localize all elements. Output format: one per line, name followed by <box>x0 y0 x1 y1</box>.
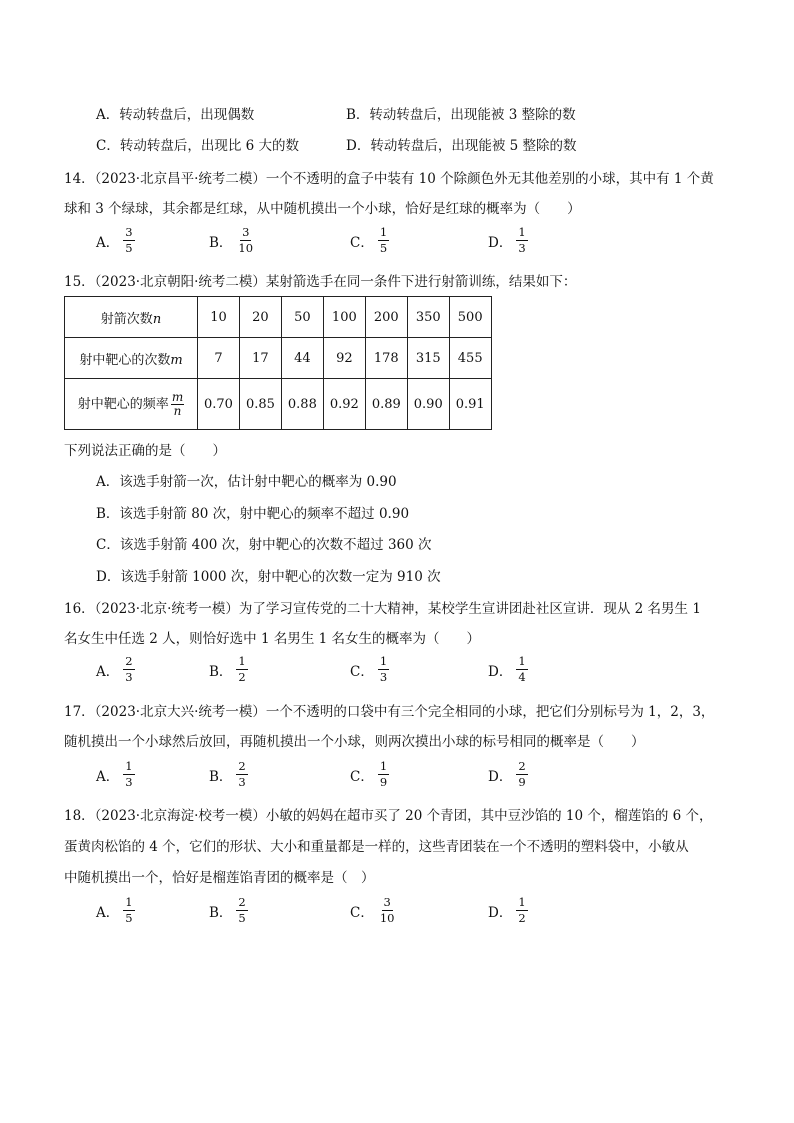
q18-stem-line1: 18．（2023·北京海淀·校考一模）小敏的妈妈在超市买了 20 个青团，其中豆沙馅的 10 个，榴莲馅的 6 个， <box>64 808 713 824</box>
table-cell: 200 <box>365 297 407 338</box>
table-cell: 0.90 <box>407 379 449 430</box>
table-cell: 315 <box>407 338 449 379</box>
q17-stem-line2: 随机摸出一个小球然后放回，再随机摸出一个小球，则两次摸出小球的标号相同的概率是（ ） <box>64 734 645 750</box>
q14-options <box>96 226 734 255</box>
q18-option-b: B． $\frac{2}{5}$ <box>209 895 246 925</box>
q15-question: 下列说法正确的是（ ） <box>64 443 226 459</box>
table-cell: 92 <box>323 338 365 379</box>
q16-options <box>96 655 734 684</box>
q15-option-c: C．该选手射箭 400 次，射中靶心的次数不超过 360 次 <box>96 537 432 553</box>
table-cell: 178 <box>365 338 407 379</box>
table-row <box>65 297 492 338</box>
q17-option-a: A． $\frac{1}{3}$ <box>96 759 133 789</box>
row-header-shots: 射箭次数n <box>65 297 198 338</box>
q16-option-d: D． $\frac{1}{4}$ <box>488 654 526 684</box>
table-cell: 20 <box>239 297 281 338</box>
row-header-hits: 射中靶心的次数m <box>65 338 198 379</box>
q14-option-d: D． $\frac{1}{3}$ <box>488 225 526 255</box>
q16-option-b: B． $\frac{1}{2}$ <box>209 654 246 684</box>
q17-option-c: C． $\frac{1}{9}$ <box>350 759 388 789</box>
table-cell: 0.88 <box>281 379 323 430</box>
q17-options <box>96 760 734 789</box>
table-cell: 455 <box>449 338 491 379</box>
table-cell: 17 <box>239 338 281 379</box>
row-header-frequency: 射中靶心的频率 $\frac{m}{n}$ <box>65 379 198 430</box>
q16-stem-line1: 16．（2023·北京·统考一模）为了学习宣传党的二十大精神，某校学生宣讲团赴社区宣讲．现从 2 名男生 1 <box>64 601 701 617</box>
q13-option-d: D．转动转盘后，出现能被 5 整除的数 <box>346 138 577 154</box>
q14-option-b: B． $\frac{3}{10}$ <box>209 225 254 255</box>
table-cell: 0.85 <box>239 379 281 430</box>
q16-option-a: A． $\frac{2}{3}$ <box>96 654 133 684</box>
q18-option-c: C． $\frac{3}{10}$ <box>350 895 395 925</box>
table-row <box>65 338 492 379</box>
q14-option-a: A． $\frac{3}{5}$ <box>96 225 133 255</box>
q15-option-b: B．该选手射箭 80 次，射中靶心的频率不超过 0.90 <box>96 506 410 522</box>
q16-stem-line2: 名女生中任选 2 人，则恰好选中 1 名男生 1 名女生的概率为（ ） <box>64 631 481 647</box>
q17-option-d: D． $\frac{2}{9}$ <box>488 759 526 789</box>
q18-option-a: A． $\frac{1}{5}$ <box>96 895 133 925</box>
table-cell: 50 <box>281 297 323 338</box>
q14-stem-line2: 球和 3 个绿球，其余都是红球，从中随机摸出一个小球，恰好是红球的概率为（ ） <box>64 201 581 217</box>
q17-stem-line1: 17．（2023·北京大兴·统考一模）一个不透明的口袋中有三个完全相同的小球，把它们分别标号为 1，2，3， <box>64 704 715 720</box>
q18-option-d: D． $\frac{1}{2}$ <box>488 895 526 925</box>
table-cell: 500 <box>449 297 491 338</box>
q15-stem: 15．（2023·北京朝阳·统考二模）某射箭选手在同一条件下进行射箭训练，结果如下： <box>64 274 577 290</box>
q13-option-c: C．转动转盘后，出现比 6 大的数 <box>96 138 300 154</box>
q18-stem-line3: 中随机摸出一个，恰好是榴莲馅青团的概率是（ ） <box>64 870 375 886</box>
q14-stem-line1: 14．（2023·北京昌平·统考二模）一个不透明的盒子中装有 10 个除颜色外无其他差别的小球，其中有 1 个黄 <box>64 171 714 187</box>
table-cell: 0.91 <box>449 379 491 430</box>
q18-stem-line2: 蛋黄肉松馅的 4 个，它们的形状、大小和重量都是一样的，这些青团装在一个不透明的塑料袋中，小敏从 <box>64 839 689 855</box>
q15-option-d: D．该选手射箭 1000 次，射中靶心的次数一定为 910 次 <box>96 569 441 585</box>
table-cell: 100 <box>323 297 365 338</box>
table-cell: 0.89 <box>365 379 407 430</box>
q15-frequency-table <box>64 296 492 430</box>
table-cell: 10 <box>198 297 240 338</box>
q17-option-b: B． $\frac{2}{3}$ <box>209 759 246 789</box>
table-row <box>65 379 492 430</box>
table-cell: 0.70 <box>198 379 240 430</box>
q14-option-c: C． $\frac{1}{5}$ <box>350 225 388 255</box>
table-cell: 350 <box>407 297 449 338</box>
q13-option-a: A．转动转盘后，出现偶数 <box>96 107 255 123</box>
table-cell: 44 <box>281 338 323 379</box>
table-cell: 0.92 <box>323 379 365 430</box>
q15-option-a: A．该选手射箭一次，估计射中靶心的概率为 0.90 <box>96 474 397 490</box>
q16-option-c: C． $\frac{1}{3}$ <box>350 654 388 684</box>
q13-option-b: B．转动转盘后，出现能被 3 整除的数 <box>346 107 576 123</box>
table-cell: 7 <box>198 338 240 379</box>
q18-options <box>96 896 734 925</box>
